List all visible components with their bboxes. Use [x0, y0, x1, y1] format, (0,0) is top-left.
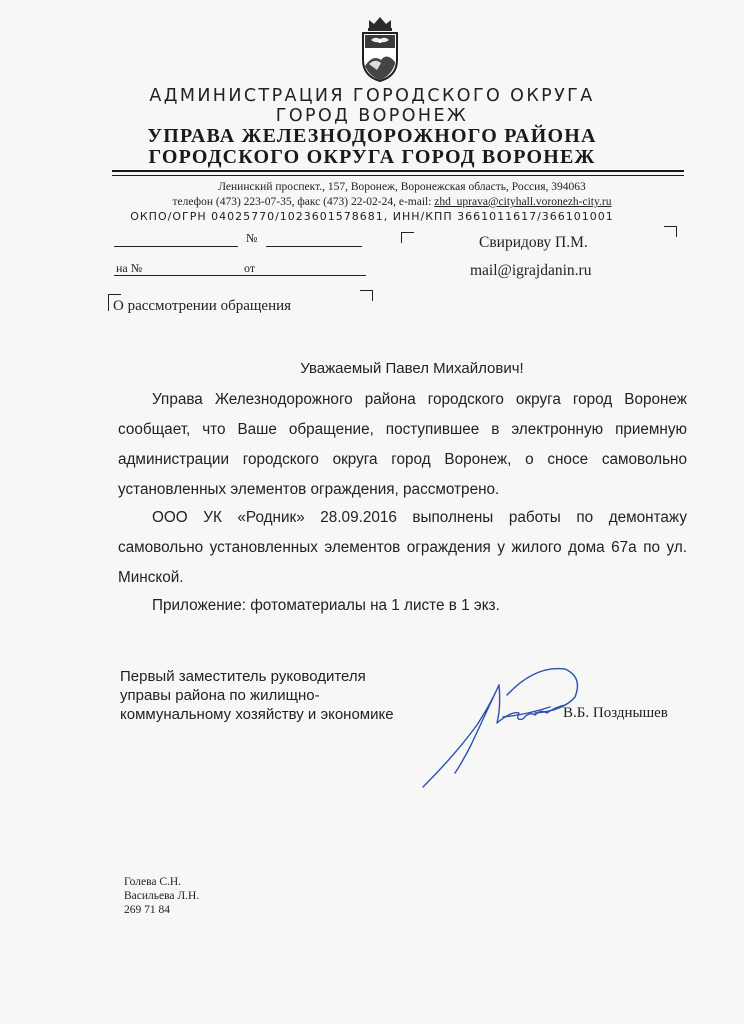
outgoing-number-line [266, 230, 362, 247]
in-reply-to-label: на № [116, 261, 143, 275]
executors-block [124, 875, 199, 917]
header-rule-thick [112, 170, 684, 172]
paragraph-2: ООО УК «Родник» 28.09.2016 выполнены работы по демонтажу самовольно установленных элементов ограждения у жилого дома 67а по ул. Минской. [118, 509, 687, 586]
executor-phone: 269 71 84 [124, 904, 170, 916]
recipient-email: mail@igrajdanin.ru [470, 262, 592, 279]
signatory-position [120, 667, 394, 724]
subject-corner-right [360, 290, 373, 301]
recipient-corner-right [664, 226, 677, 237]
recipient-corner-left [401, 232, 414, 243]
signatory-position-line3: коммунальному хозяйству и экономике [120, 706, 394, 723]
executor-name-2: Васильева Л.Н. [124, 890, 200, 902]
greeting: Уважаемый Павел Михайлович! [300, 360, 524, 377]
signatory-position-line1: Первый заместитель руководителя [120, 668, 366, 685]
phone-fax-text: телефон (473) 223-07-35, факс (473) 22-02-24, e-mail: [172, 196, 435, 208]
recipient-name: Свиридову П.М. [479, 234, 588, 251]
administration-title-line2: ГОРОД ВОРОНЕЖ [275, 106, 469, 126]
outgoing-number-sign: № [246, 231, 258, 245]
signatory-position-line2: управы района по жилищно- [120, 687, 320, 704]
uprava-email-link[interactable]: zhd_uprava@cityhall.voronezh-city.ru [434, 196, 612, 208]
signatory-name: В.Б. Позднышев [563, 705, 668, 721]
phone-email-line [20, 196, 744, 208]
attachment-note: Приложение: фотоматериалы на 1 листе в 1 экз. [152, 597, 500, 614]
paragraph-1: Управа Железнодорожного района городского округа город Воронеж сообщает, что Ваше обращение, поступившее в электронную приемную администрации городского округа город Воронеж, о сносе самовольно установленных элементов ограждения, рассмотрено. [118, 391, 687, 498]
from-date-label: от [244, 261, 256, 275]
header-rule-thin [112, 175, 684, 176]
address-line: Ленинский проспект., 157, Воронеж, Воронежская область, Россия, 394063 [218, 181, 586, 193]
administration-title-line1: АДМИНИСТРАЦИЯ ГОРОДСКОГО ОКРУГА [149, 86, 595, 106]
uprava-title-line2: ГОРОДСКОГО ОКРУГА ГОРОД ВОРОНЕЖ [148, 146, 596, 168]
in-reply-to-line [114, 259, 366, 276]
uprava-title-line1: УПРАВА ЖЕЛЕЗНОДОРОЖНОГО РАЙОНА [147, 125, 597, 147]
executor-name-1: Голева С.Н. [124, 876, 182, 888]
subject-line: О рассмотрении обращения [113, 298, 292, 314]
coat-of-arms-emblem [355, 14, 405, 84]
registration-codes-line: ОКПО/ОГРН 04025770/1023601578681, ИНН/КПП 3661011617/366101001 [130, 210, 614, 223]
handwritten-signature [415, 655, 590, 795]
outgoing-date-line [114, 230, 238, 247]
